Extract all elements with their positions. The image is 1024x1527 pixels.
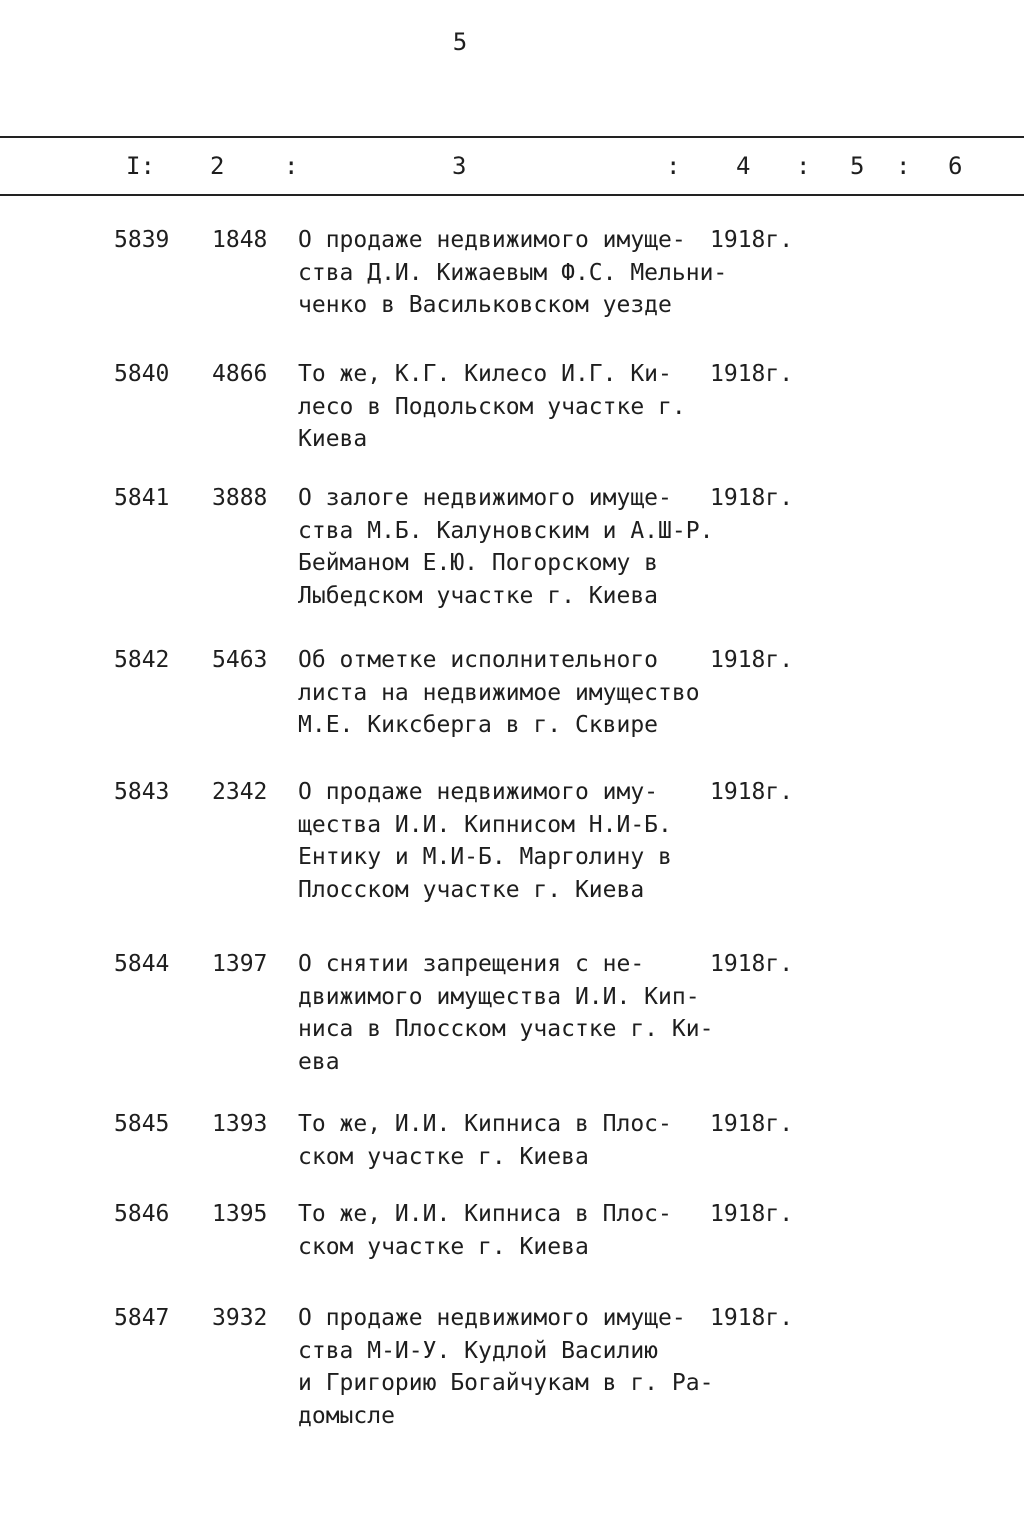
entry-year: 1918г. — [710, 1111, 794, 1137]
description-line: ченко в Васильковском уезде — [298, 292, 672, 318]
description-line: Бейманом Е.Ю. Погорскому в — [298, 550, 659, 576]
entry-description — [298, 224, 728, 322]
entry-year: 1918г. — [710, 779, 794, 805]
entry-number: 5846 — [114, 1201, 170, 1227]
description-line: О снятии запрещения с не- — [298, 951, 645, 977]
description-line: Киева — [298, 426, 368, 452]
description-line: ства М.Б. Калуновским и А.Ш-Р. — [298, 517, 714, 544]
entry-description — [298, 1302, 718, 1432]
description-line: О залоге недвижимого имуще- — [298, 485, 672, 511]
description-line: Лыбедском участке г. Киева — [298, 582, 659, 609]
fund-number: 1393 — [212, 1111, 268, 1137]
entry-description — [298, 358, 718, 456]
description-line: листа на недвижимое имущество — [298, 679, 700, 706]
description-line: движимого имущества И.И. Кип- — [298, 983, 700, 1010]
header-col-2: 2 — [210, 152, 225, 180]
header-col-1: I: — [126, 152, 155, 180]
description-line: То же, И.И. Кипниса в Плос- — [298, 1201, 672, 1227]
description-line: ства М-И-У. Кудлой Василию — [298, 1337, 659, 1364]
entry-number: 5841 — [114, 485, 170, 511]
description-line: ства Д.И. Кижаевым Ф.С. Мельни- — [298, 259, 728, 286]
entry-year: 1918г. — [710, 361, 794, 387]
entry-number: 5840 — [114, 361, 170, 387]
entry-year: 1918г. — [710, 1305, 794, 1331]
entry-number: 5843 — [114, 779, 170, 805]
entry-description — [298, 1198, 718, 1263]
fund-number: 3932 — [212, 1305, 268, 1331]
entry-description — [298, 644, 718, 742]
fund-number: 5463 — [212, 647, 268, 673]
fund-number: 3888 — [212, 485, 268, 511]
header-separator: : — [666, 152, 681, 180]
entry-year: 1918г. — [710, 951, 794, 977]
description-line: То же, И.И. Кипниса в Плос- — [298, 1111, 672, 1137]
entry-year: 1918г. — [710, 647, 794, 673]
entry-number: 5847 — [114, 1305, 170, 1331]
description-line: ниса в Плосском участке г. Ки- — [298, 1016, 714, 1042]
description-line: Ентику и М.И-Б. Марголину в — [298, 844, 672, 870]
header-col-6: 6 — [948, 152, 963, 180]
entry-year: 1918г. — [710, 1201, 794, 1227]
description-line: То же, К.Г. Килесо И.Г. Ки- — [298, 361, 672, 387]
entry-description — [298, 948, 718, 1078]
description-line: О продаже недвижимого имуще- — [298, 227, 686, 253]
description-line: М.Е. Киксберга в г. Сквире — [298, 712, 659, 738]
entry-number: 5844 — [114, 951, 170, 977]
entry-description — [298, 482, 718, 612]
entry-number: 5842 — [114, 647, 170, 673]
description-line: лесо в Подольском участке г. — [298, 393, 686, 420]
entry-year: 1918г. — [710, 227, 794, 253]
description-line: ева — [298, 1048, 340, 1075]
header-col-5: 5 — [850, 152, 865, 180]
entry-description — [298, 1108, 718, 1173]
description-line: щества И.И. Кипнисом Н.И-Б. — [298, 811, 672, 838]
entry-number: 5845 — [114, 1111, 170, 1137]
fund-number: 1848 — [212, 227, 268, 253]
header-col-3: 3 — [452, 152, 467, 180]
fund-number: 2342 — [212, 779, 268, 805]
description-line: ском участке г. Киева — [298, 1143, 589, 1170]
header-separator: : — [284, 152, 299, 180]
description-line: О продаже недвижимого иму- — [298, 779, 659, 805]
header-separator: : — [896, 152, 911, 180]
description-line: О продаже недвижимого имуще- — [298, 1305, 686, 1331]
description-line: и Григорию Богайчукам в г. Ра- — [298, 1370, 714, 1396]
entry-description — [298, 776, 718, 906]
description-line: ском участке г. Киева — [298, 1233, 589, 1260]
description-line: домысле — [298, 1402, 395, 1429]
description-line: Плосском участке г. Киева — [298, 876, 645, 903]
entry-year: 1918г. — [710, 485, 794, 511]
header-bottom-rule — [0, 194, 1024, 196]
header-top-rule — [0, 136, 1024, 138]
page-number: 5 — [452, 28, 468, 56]
description-line: Об отметке исполнительного — [298, 647, 659, 673]
header-col-4: 4 — [736, 152, 751, 180]
entry-number: 5839 — [114, 227, 170, 253]
fund-number: 4866 — [212, 361, 268, 387]
header-separator: : — [796, 152, 811, 180]
fund-number: 1395 — [212, 1201, 268, 1227]
fund-number: 1397 — [212, 951, 268, 977]
